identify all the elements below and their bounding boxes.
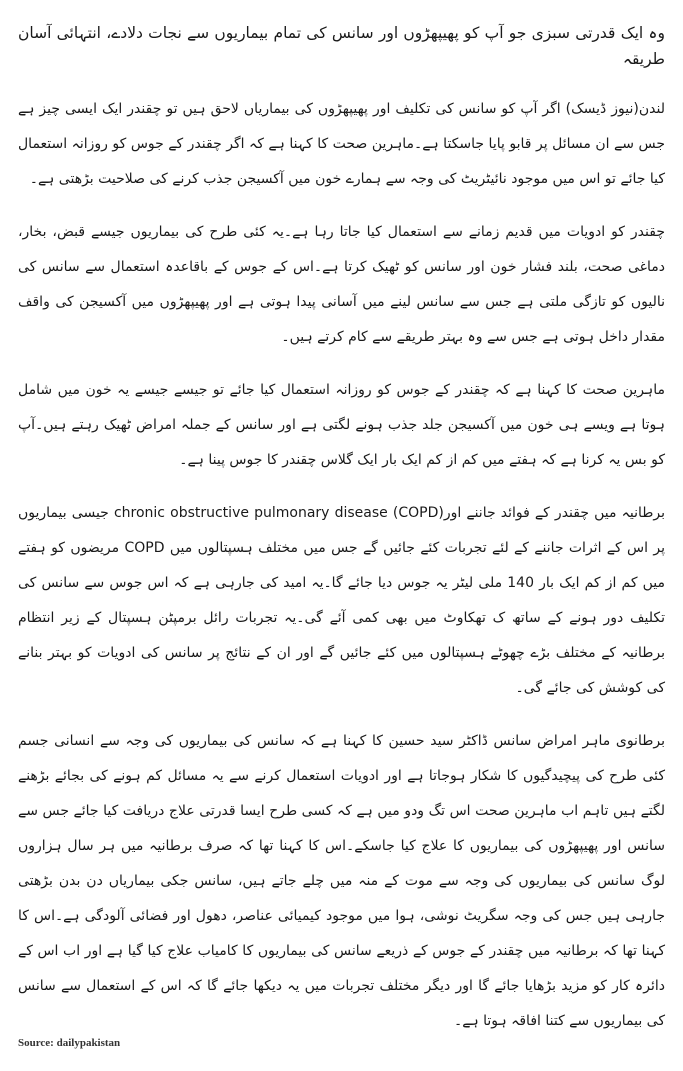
source-credit: Source: dailypakistan [18,1037,121,1049]
article-paragraph-4: برطانیہ میں چقندر کے فوائد جاننے اور(COPD) chronic obstructive pulmonary disease جیسی بیماریوں پر اس کے اثرات جاننے کے لئے تجربات کئے جائیں گے جس میں مختلف ہسپتالوں میں COPD مریضوں کو ہفتے میں کم از کم ایک بار 140 ملی لیٹر یہ جوس دیا جائے گا۔یہ امید کی جارہی ہے کہ اس جوس سے سانس کی تکلیف دور ہونے کے ساتھ ک تھکاوٹ میں بھی کمی آئے گی۔یہ تجربات رائل برمپٹن ہسپتال کے زیر انتظام برطانیہ کے مختلف بڑے چھوٹے ہسپتالوں میں کئے جائیں گے اور ان کے نتائج پر سانس کی ادویات کو بہتر بنانے کی کوشش کی جائے گی۔ [18,505,665,696]
article-paragraph-3: ماہرین صحت کا کہنا ہے کہ چقندر کے جوس کو روزانہ استعمال کیا جائے تو جیسے جیسے یہ خون میں شامل ہوتا ہے ویسے ہی خون میں آکسیجن جلد جذب ہونے لگتی ہے اور سانس کے جملہ امراض ٹھیک رہتے ہیں۔آپ کو بس یہ کرنا ہے کہ ہفتے میں کم از کم ایک بار ایک گلاس چقندر کا جوس پینا ہے۔ [18,382,665,468]
article-paragraph-5: برطانوی ماہر امراض سانس ڈاکٹر سید حسین کا کہنا ہے کہ سانس کی بیماریوں کی وجہ سے انسانی جسم کئی طرح کی پیچیدگیوں کا شکار ہوجاتا ہے اور ادویات استعمال کرنے سے یہ مسائل کم ہونے کی بجائے بڑھنے لگتے ہیں تاہم اب ماہرین صحت اس تگ ودو میں ہے کہ کسی طرح ایسا قدرتی علاج دریافت کیا جائے جس سے سانس اور پھیپھڑوں کی بیماریوں کا علاج کیا جاسکے۔اس کا کہنا تھا کہ صرف برطانیہ میں ہر سال ہزاروں لوگ سانس کی بیماریوں کی وجہ سے موت کے منہ میں چلے جاتے ہیں، سانس جکی بیماریاں دن بدن بڑھتی جارہی ہیں جس کی وجہ سگریٹ نوشی، ہوا میں موجود کیمیائی عناصر، دھول اور فضائی آلودگی ہے۔اس کا کہنا تھا کہ برطانیہ میں چقندر کے جوس کے ذریعے سانس کی بیماریوں کا کامیاب علاج کیا گیا ہے اور اب اس کے دائرہ کار کو مزید بڑھایا جائے گا اور دیگر مختلف تجربات میں یہ دیکھا جائے گا کہ اس کے استعمال سے سانس کی بیماریوں سے کتنا افاقہ ہوتا ہے۔ [18,733,665,1029]
article-paragraph-2: چقندر کو ادویات میں قدیم زمانے سے استعمال کیا جاتا رہا ہے۔یہ کئی طرح کی بیماریوں جیسے قبض، بخار، دماغی صحت، بلند فشار خون اور سانس کو ٹھیک کرتا ہے۔اس کے جوس کے باقاعدہ استعمال سے سانس کی نالیوں کو تازگی ملتی ہے جس سے سانس لینے میں آسانی پیدا ہوتی ہے اور پھیپھڑوں میں آکسیجن کی واقف مقدار داخل ہوتی ہے جس سے وہ بہتر طریقے سے کام کرتے ہیں۔ [18,224,665,345]
article-paragraph-1: لندن(نیوز ڈیسک) اگر آپ کو سانس کی تکلیف اور پھیپھڑوں کی بیماریاں لاحق ہیں تو چقندر ایک ایسی چیز ہے جس سے ان مسائل پر قابو پایا جاسکتا ہے۔ماہرین صحت کا کہنا ہے کہ اگر چقندر کے جوس کو روزانہ استعمال کیا جائے تو اس میں موجود نائیٹریٹ کی وجہ سے ہمارے خون میں آکسیجن جذب کرنے کی صلاحیت بڑھتی ہے۔ [18,101,665,187]
article-headline: وہ ایک قدرتی سبزی جو آپ کو پھیپھڑوں اور سانس کی تمام بیماریوں سے نجات دلادے، انتہائی آسان طریقہ [18,24,665,68]
